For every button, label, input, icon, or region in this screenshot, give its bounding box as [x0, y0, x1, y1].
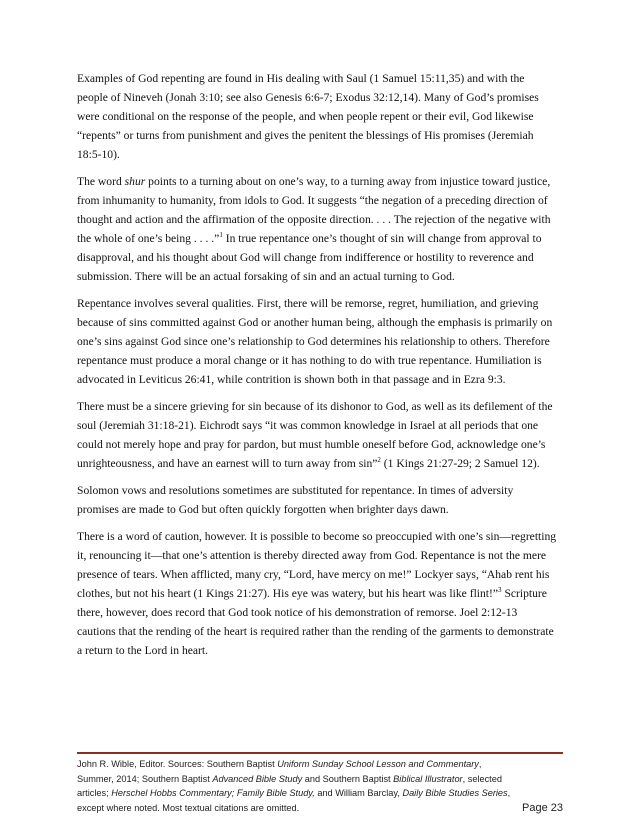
page-number: Page 23 [522, 801, 563, 814]
paragraph-3: Repentance involves several qualities. First, there will be remorse, regret, humiliation, and grieving because of sins committed against God or another human being, although the emphasis is primarily on one’s sins against God since one’s relationship to God determines his relationship to others. Therefore repentance must produce a moral change or it has nothing to do with true repentance. Humiliation is advocated in Leviticus 26:41, while contrition is shown both in that passage and in Ezra 9:3. [77, 297, 553, 386]
paragraph-4: There must be a sincere grieving for sin because of its dishonor to God, as well as its defilement of the soul (Jeremiah 31:18-21). Eichrodt says “it was common knowledge in Israel at all periods that one could not merely hope and pray for pardon, but must humble oneself before God, acknowledge one’s unrighteousness, and have an earnest will to turn away from sin”$^2$ (1 Kings 21:27-29; 2 Samuel 12). [77, 400, 553, 470]
footer-sources: John R. Wible, Editor. Sources: Southern Baptist Uniform Sunday School Lesson and Commentary, Summer, 2014; Southern Baptist Advanced Bible Study and Southern Baptist Biblical Illustrator, selected articles; Herschel Hobbs Commentary; Family Bible Study, and William Barclay, Daily Bible Studies Series, except where noted. Most textual citations are omitted. [77, 759, 511, 813]
paragraph-5: Solomon vows and resolutions sometimes are substituted for repentance. In times of adversity promises are made to God but often quickly forgotten when brighter days dawn. [77, 484, 514, 516]
hebrew-word-shur: shur [124, 175, 146, 188]
paragraph-1: Examples of God repenting are found in His dealing with Saul (1 Samuel 15:11,35) and with the people of Nineveh (Jonah 3:10; see also Genesis 6:6-7; Exodus 32:12,14). Many of God’s promises were conditional on the response of the people, and when people repent or their evil, God likewise “repents” or turns from punishment and gives the penitent the blessings of His promises (Jeremiah 18:5-10). [77, 72, 539, 161]
paragraph-6: There is a word of caution, however. It is possible to become so preoccupied with one’s sin—regretting it, renouncing it—that one’s attention is thereby directed away from God. Repentance is not the mere presence of tears. When afflicted, many cry, “Lord, have mercy on me!” Lockyer says, “Ahab rent his clothes, but not his heart (1 Kings 21:27). His eye was watery, but his heart was like flint!”$^3$ Scripture there, however, does record that God took notice of his demonstration of remorse. Joel 2:12-13 cautions that the rending of the heart is required rather than the rending of the garments to demonstrate a return to the Lord in heart. [77, 530, 557, 657]
footnote-ref-1: 1 [219, 231, 223, 240]
footnote-ref-3: 3 [498, 586, 502, 595]
page-footer [77, 757, 563, 815]
body-text [77, 69, 557, 668]
paragraph-2: The word shur points to a turning about on one’s way, to a turning away from injustice toward justice, from inhumanity to humanity, from idols to God. It suggests “the negation of a preceding direction of thought and action and the affirmation of the opposite direction. . . . The rejection of the negative with the whole of one’s being . . . .”$^1$ In true repentance one’s thought of sin will change from approval to disapproval, and his thought about God will change from indifference or hostility to reverence and submission. There will be an actual forsaking of sin and an actual turning to God. [77, 175, 551, 283]
footer-divider [77, 752, 563, 754]
footnote-ref-2: 2 [377, 456, 381, 465]
